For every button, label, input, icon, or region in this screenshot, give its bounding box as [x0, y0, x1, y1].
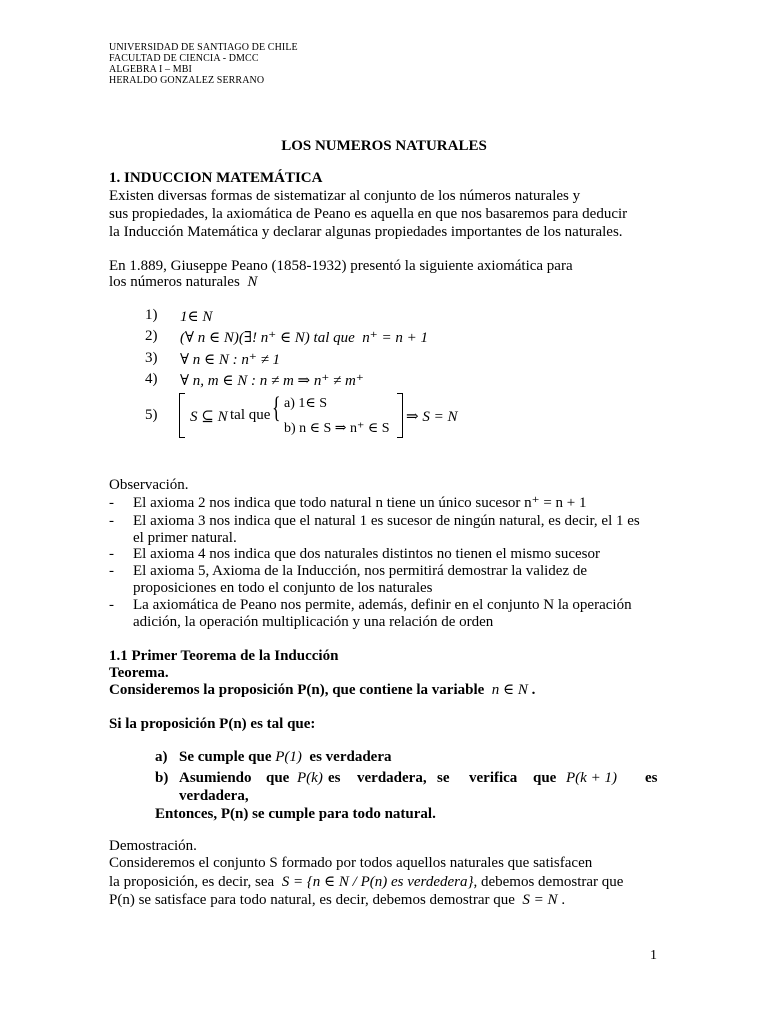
header-faculty: FACULTAD DE CIENCIA - DMCC [109, 53, 259, 64]
proof-line: P(n) se satisface para todo natural, es decir, debemos demostrar que S = N . [109, 892, 566, 908]
page-number: 1 [650, 948, 657, 963]
paragraph-line: la Inducción Matemática y declarar algunas propiedades importantes de los naturales. [109, 224, 623, 240]
item-label: a) [155, 749, 168, 765]
curly-brace: { [272, 391, 281, 424]
list-item: - El axioma 2 nos indica que todo natural n tiene un único sucesor n⁺ = n + 1 [109, 495, 587, 511]
axiom-number: 4) [145, 371, 158, 387]
theorem-heading: 1.1 Primer Teorema de la Inducción [109, 648, 339, 664]
proof-line: la proposición, es decir, sea S = {n ∈ N / P(n) es verdedera}, debemos demostrar que [109, 874, 624, 890]
theorem-condition: Si la proposición P(n) es tal que: [109, 716, 316, 732]
axiom-number: 2) [145, 328, 158, 344]
axiom-5-tal: tal que [230, 407, 271, 423]
document-page: UNIVERSIDAD DE SANTIAGO DE CHILE FACULTAD DE CIENCIA - DMCC ALGEBRA I – MBI HERALDO GONZALEZ SERRANO LOS NUMEROS NATURALES 1. INDUCCION MATEMÁTICA Existen diversas formas de sistematizar al conjunto de los números naturales y sus propiedades, la axiomática de Peano es aquella en que nos basaremos para deducir la Inducción Matemática y declarar algunas propiedades importantes de los naturales. En 1.889, Giuseppe Peano (1858-1932) presentó la siguiente axiomática para los números naturales N 1) 1∈ N 2) (∀ n ∈ N)(∃! n⁺ ∈ N) tal que n⁺ = n + 1 3) ∀ n ∈ N : n⁺ ≠ 1 4) ∀ n, m ∈ N : n ≠ m ⇒ n⁺ ≠ m⁺ 5) S ⊆ N tal que { a) 1∈ S b) n ∈ S ⇒ n⁺ ∈ S ⇒ S = N Observación. - El axioma 2 nos indica que todo natural n tiene un único sucesor n⁺ = n + 1 - El axioma 3 nos indica que el natural 1 es sucesor de ningún natural, es decir, el 1 es el primer natural. - El axioma 4 nos indica que dos naturales distintos no tienen el mismo sucesor - El axioma 5, Axioma de la Inducción, nos permitirá demostrar la validez de proposiciones en todo el conjunto de los naturales - La axiomática de Peano nos permite, además, definir en el conjunto N la operación adición, la operación multiplicación y una relación de orden 1.1 Primer Teorema de la Inducción Teorema. Consideremos la proposición P(n), que contiene la variable n ∈ N . Si la proposición P(n) es tal que: a) Se cumple que P(1) es verdadera b) Asumiendo que P(k) es verdadera, se verifica que P(k + 1) es verdadera, Entonces, P(n) se cumple para todo natural. Demostración. Consideremos el conjunto S formado por todos aquellos naturales que satisfacen la proposición, es decir, sea S = {n ∈ N / P(n) es verdedera}, debemos demostrar que P(n) se satisface para todo natural, es decir, debemos demostrar que S = N . 1 [0, 0, 768, 1024]
axiom-3: ∀ n ∈ N : n⁺ ≠ 1 [180, 352, 281, 368]
paragraph-line: En 1.889, Giuseppe Peano (1858-1932) presentó la siguiente axiomática para [109, 258, 573, 274]
header-university: UNIVERSIDAD DE SANTIAGO DE CHILE [109, 42, 298, 53]
observation-title: Observación. [109, 477, 189, 493]
axiom-number: 1) [145, 307, 158, 323]
list-item: - El axioma 5, Axioma de la Inducción, nos permitirá demostrar la validez de proposiciones en todo el conjunto de los naturales [109, 563, 588, 596]
paragraph-line: sus propiedades, la axiomática de Peano es aquella en que nos basaremos para deducir [109, 206, 628, 222]
item-label: b) [155, 770, 169, 786]
list-item: - La axiomática de Peano nos permite, además, definir en el conjunto N la operación adición, la operación multiplicación y una relación de orden [109, 597, 632, 630]
left-bracket [179, 393, 185, 438]
list-item: - El axioma 3 nos indica que el natural 1 es sucesor de ningún natural, es decir, el 1 es el primer natural. [109, 513, 640, 546]
axiom-2: (∀ n ∈ N)(∃! n⁺ ∈ N) tal que n⁺ = n + 1 [180, 330, 428, 346]
axiom-5-b: b) n ∈ S ⇒ n⁺ ∈ S [284, 421, 390, 436]
proof-line: Consideremos el conjunto S formado por todos aquellos naturales que satisfacen [109, 855, 593, 871]
theorem-item-b-cont: verdadera, [179, 788, 249, 804]
axiom-1: 1∈ N [180, 309, 213, 325]
paragraph-line: los números naturales N [109, 274, 258, 290]
right-bracket [397, 393, 403, 438]
theorem-statement: Consideremos la proposición P(n), que contiene la variable n ∈ N . [109, 682, 536, 698]
axiom-5-conclusion: ⇒ S = N [406, 409, 458, 425]
theorem-item-a: Se cumple que P(1) es verdadera [179, 749, 392, 765]
axiom-5-condition: S ⊆ N [190, 409, 228, 425]
paragraph-line: Existen diversas formas de sistematizar al conjunto de los números naturales y [109, 188, 581, 204]
section-heading: 1. INDUCCION MATEMÁTICA [109, 170, 323, 186]
header-author: HERALDO GONZALEZ SERRANO [109, 75, 265, 86]
page-title: LOS NUMEROS NATURALES [281, 138, 487, 154]
axiom-5-a: a) 1∈ S [284, 396, 328, 411]
list-item: - El axioma 4 nos indica que dos naturales distintos no tienen el mismo sucesor [109, 546, 600, 562]
proof-title: Demostración. [109, 838, 197, 854]
math-N: N [247, 274, 258, 290]
theorem-label: Teorema. [109, 665, 169, 681]
axiom-number: 3) [145, 350, 158, 366]
theorem-conclusion: Entonces, P(n) se cumple para todo natural. [155, 806, 436, 822]
axiom-4: ∀ n, m ∈ N : n ≠ m ⇒ n⁺ ≠ m⁺ [180, 373, 364, 389]
header-course: ALGEBRA I – MBI [109, 64, 192, 75]
axiom-number: 5) [145, 407, 158, 423]
